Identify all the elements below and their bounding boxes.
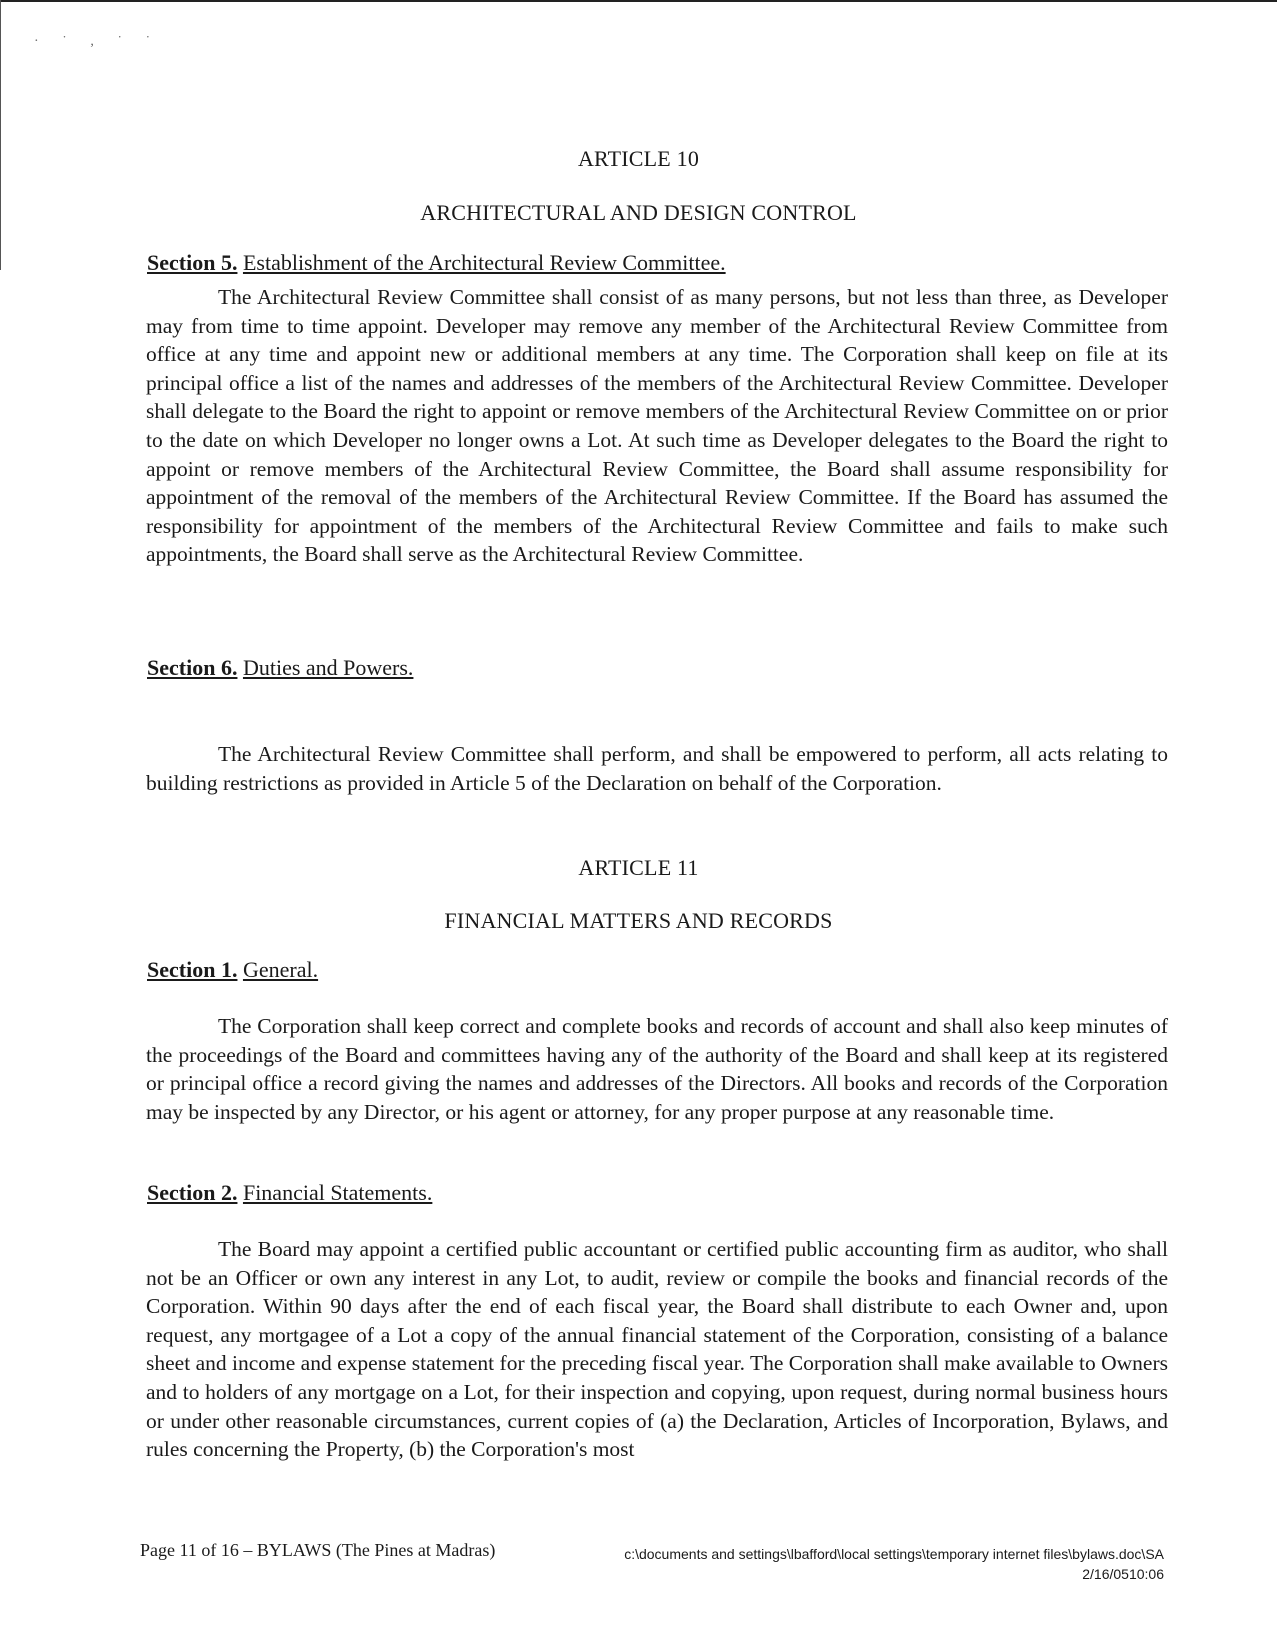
article-10-subheading: ARCHITECTURAL AND DESIGN CONTROL bbox=[420, 200, 857, 225]
article-10-heading: ARTICLE 10 bbox=[577, 146, 700, 171]
footer-file-path: c:\documents and settings\lbafford\local settings\temporary internet files\bylaws.doc\SA bbox=[624, 1546, 1164, 1562]
section-5-heading bbox=[147, 250, 726, 276]
section-2-title: Financial Statements. bbox=[242, 1180, 433, 1205]
footer-page-label: Page 11 of 16 – BYLAWS (The Pines at Madras) bbox=[140, 1540, 496, 1560]
section-2-heading bbox=[147, 1180, 432, 1206]
section-6-heading bbox=[147, 655, 413, 681]
section-5-number: Section 5. bbox=[147, 250, 238, 275]
footer-file-info bbox=[624, 1544, 1164, 1584]
section-6-body: The Architectural Review Committee shall perform, and shall be empowered to perform, all acts relating to building restrictions as provided in Article 5 of the Declaration on behalf of the Corporation. bbox=[146, 742, 1168, 795]
section-1-heading bbox=[147, 957, 318, 983]
scan-specks: · ˙ , ˙ ˙ bbox=[34, 34, 161, 49]
scan-edge-left bbox=[0, 0, 1, 270]
scan-edge-top bbox=[0, 0, 1277, 2]
section-5-title: Establishment of the Architectural Review Committee. bbox=[242, 250, 726, 275]
section-6-number: Section 6. bbox=[147, 655, 238, 680]
footer-timestamp: 2/16/0510:06 bbox=[1082, 1566, 1164, 1582]
article-11-subheading: FINANCIAL MATTERS AND RECORDS bbox=[444, 908, 833, 933]
section-1-number: Section 1. bbox=[147, 957, 238, 982]
section-2-body: The Board may appoint a certified public accountant or certified public accounting firm as auditor, who shall not be an Officer or own any interest in any Lot, to audit, review or compile the books and financial records of the Corporation. Within 90 days after the end of each fiscal year, the Board shall distribute to each Owner and, upon request, any mortgagee of a Lot a copy of the annual financial statement of the Corporation, consisting of a balance sheet and income and expense statement for the preceding fiscal year. The Corporation shall make available to Owners and to holders of any mortgage on a Lot, for their inspection and copying, upon request, during normal business hours or under other reasonable circumstances, current copies of (a) the Declaration, Articles of Incorporation, Bylaws, and rules concerning the Property, (b) the Corporation's most bbox=[146, 1237, 1168, 1462]
section-2-number: Section 2. bbox=[147, 1180, 238, 1205]
section-6-title: Duties and Powers. bbox=[242, 655, 414, 680]
section-5-body: The Architectural Review Committee shall consist of as many persons, but not less than three, as Developer may from time to time appoint. Developer may remove any member of the Architectural Review Committee from office at any time and appoint new or additional members at any time. The Corporation shall keep on file at its principal office a list of the names and addresses of the members of the Architectural Review Committee. Developer shall delegate to the Board the right to appoint or remove members of the Architectural Review Committee on or prior to the date on which Developer no longer owns a Lot. At such time as Developer delegates to the Board the right to appoint or remove members of the Architectural Review Committee, the Board shall assume responsibility for appointment of the removal of the members of the Architectural Review Committee. If the Board has assumed the responsibility for appointment of the members of the Architectural Review Committee and fails to make such appointments, the Board shall serve as the Architectural Review Committee. bbox=[146, 285, 1168, 567]
section-1-title: General. bbox=[242, 957, 319, 982]
article-11-heading: ARTICLE 11 bbox=[578, 855, 699, 880]
section-1-body: The Corporation shall keep correct and complete books and records of account and shall also keep minutes of the proceedings of the Board and committees having any of the authority of the Board and shall keep at its registered or principal office a record giving the names and addresses of the Directors. All books and records of the Corporation may be inspected by any Director, or his agent or attorney, for any proper purpose at any reasonable time. bbox=[146, 1014, 1168, 1124]
